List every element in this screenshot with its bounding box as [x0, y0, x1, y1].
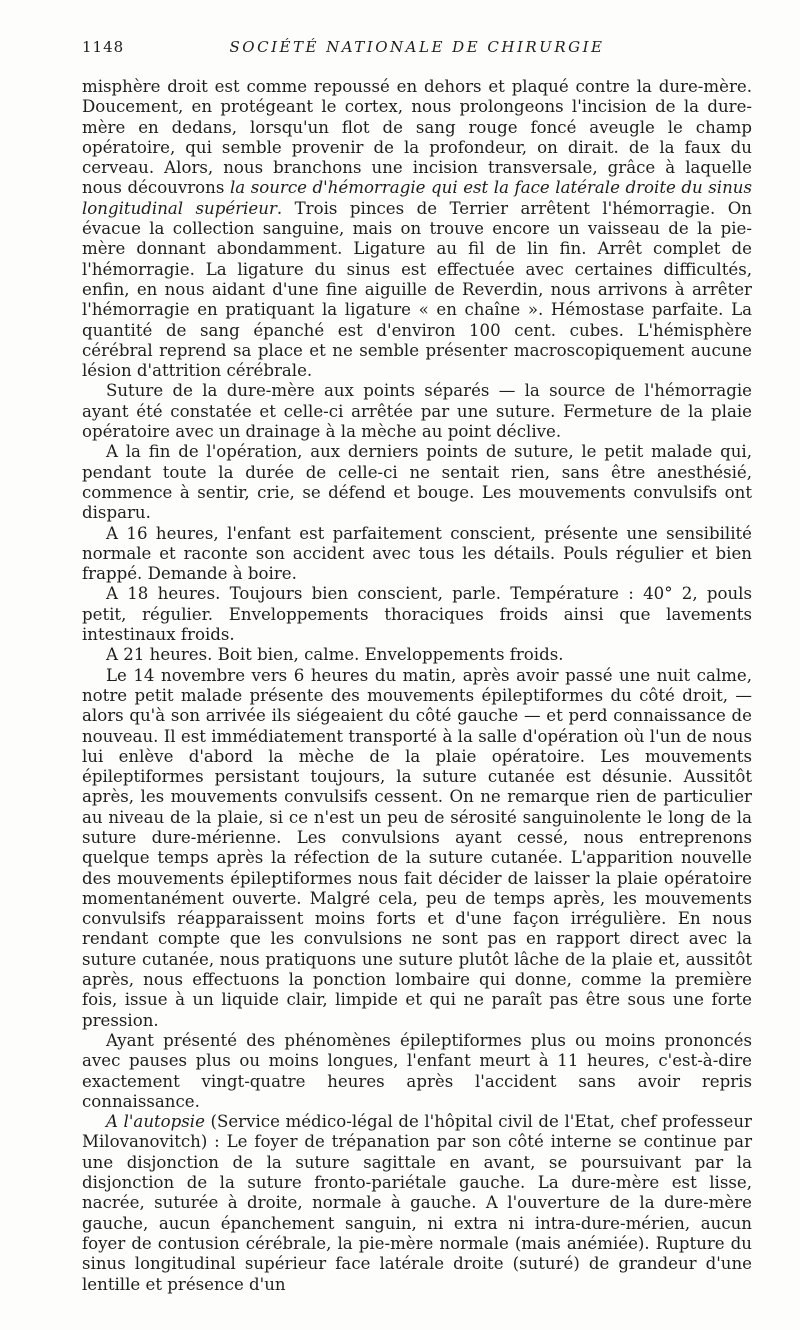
paragraph-text: (Service médico-légal de l'hôpital civil de l'Etat, chef professeur Milovanovitch) : Le foyer de trépanation par son côté interne se continue par une disjonction de la suture sagittale en avant, se poursuivant par la disjonction de la suture fronto-pariétale gauche. La dure-mère est lisse, nacrée, suturée à droite, normale à gauche. A l'ouverture de la dure-mère gauche, aucun épanchement sanguin, ni extra ni intra-dure-mérien, aucun foyer de contusion cérébrale, la pie-mère normale (mais anémiée). Rupture du sinus longitudinal supérieur face latérale droite (suturé) de grandeur d'une lentille et présence d'un — [82, 1112, 752, 1294]
paragraph-text: Ayant présenté des phénomènes épileptiformes plus ou moins prononcés avec pauses plus ou moins longues, l'enfant meurt à 11 heures, c'est-à-dire exactement vingt-quatre heures après l'accident sans avoir repris connaissance. — [82, 1030, 752, 1111]
paragraph — [82, 524, 752, 585]
paragraph-text: A la fin de l'opération, aux derniers points de suture, le petit malade qui, pendant toute la durée de celle-ci ne sentait rien, sans être anesthésié, commence à sentir, crie, se défend et bouge. Les mouvements convulsifs ont disparu. — [82, 442, 752, 523]
paragraph-text: A 18 heures. Toujours bien conscient, parle. Température : 40° 2, pouls petit, régulier. Enveloppements thoraciques froids ainsi que lavements intestinaux froids. — [82, 584, 752, 645]
paragraph-text: A 16 heures, l'enfant est parfaitement conscient, présente une sensibilité normale et raconte son accident avec tous les détails. Pouls régulier et bien frappé. Demande à boire. — [82, 523, 752, 584]
paragraph — [82, 645, 752, 665]
paragraph — [82, 1031, 752, 1112]
page-header — [82, 34, 752, 60]
paragraph — [82, 584, 752, 645]
paragraph — [82, 77, 752, 381]
italic-text: la source d'hémorragie qui est la face latérale droite du sinus longitudinal supérieur — [82, 178, 752, 218]
paragraph-text: misphère droit est comme repoussé en dehors et plaqué contre la dure-mère. Doucement, en protégeant le cortex, nous prolongeons l'incision de la dure-mère en dedans, lorsqu'un flot de sang rouge foncé aveugle le champ opératoire, qui semble provenir de la profondeur, on dirait. de la faux du cerveau. Alors, nous branchons une incision transversale, grâce à laquelle nous découvrons — [82, 77, 752, 198]
page-number: 1148 — [82, 38, 125, 56]
paragraph — [82, 666, 752, 1031]
paragraph — [82, 442, 752, 523]
document-page — [82, 34, 752, 1295]
article-body — [82, 77, 752, 1295]
running-title: SOCIÉTÉ NATIONALE DE CHIRURGIE — [229, 38, 605, 56]
paragraph-text: Suture de la dure-mère aux points séparés — la source de l'hémorragie ayant été constatée et celle-ci arrêtée par une suture. Fermeture de la plaie opératoire avec un drainage à la mèche au point déclive. — [82, 381, 752, 442]
paragraph-text: A 21 heures. Boit bien, calme. Enveloppements froids. — [106, 645, 564, 665]
paragraph — [82, 1112, 752, 1295]
paragraph-text: Le 14 novembre vers 6 heures du matin, après avoir passé une nuit calme, notre petit malade présente des mouvements épileptiformes du côté droit, — alors qu'à son arrivée ils siégeaient du côté gauche — et perd connaissance de nouveau. Il est immédiatement transporté à la salle d'opération où l'un de nous lui enlève d'abord la mèche de la plaie opératoire. Les mouvements épileptiformes persistant toujours, la suture cutanée est désunie. Aussitôt après, les mouvements convulsifs cessent. On ne remarque rien de particulier au niveau de la plaie, si ce n'est un peu de sérosité sanguinolente le long de la suture dure-mérienne. Les convulsions ayant cessé, nous entreprenons quelque temps après la réfection de la suture cutanée. L'apparition nouvelle des mouvements épileptiformes nous fait décider de laisser la plaie opératoire momentanément ouverte. Malgré cela, peu de temps après, les mouvements convulsifs réapparaissent moins forts et d'une façon irrégulière. En nous rendant compte que les convulsions ne sont pas en rapport direct avec la suture cutanée, nous pratiquons une suture plutôt lâche de la plaie et, aussitôt après, nous effectuons la ponction lombaire qui donne, comme la première fois, issue à un liquide clair, limpide et qui ne paraît pas être sous une forte pression. — [82, 665, 752, 1030]
paragraph-text: . Trois pinces de Terrier arrêtent l'hémorragie. On évacue la collection sanguine, mais on trouve encore un vaisseau de la pie-mère donnant abondamment. Ligature au fil de lin fin. Arrêt complet de l'hémorragie. La ligature du sinus est effectuée avec certaines difficultés, enfin, en nous aidant d'une fine aiguille de Reverdin, nous arrivons à arrêter l'hémorragie en pratiquant la ligature « en chaîne ». Hémostase parfaite. La quantité de sang épanché est d'environ 100 cent. cubes. L'hémisphère cérébral reprend sa place et ne semble présenter macroscopiquement aucune lésion d'attrition cérébrale. — [82, 198, 752, 381]
italic-text: A l'autopsie — [106, 1112, 205, 1132]
paragraph — [82, 381, 752, 442]
